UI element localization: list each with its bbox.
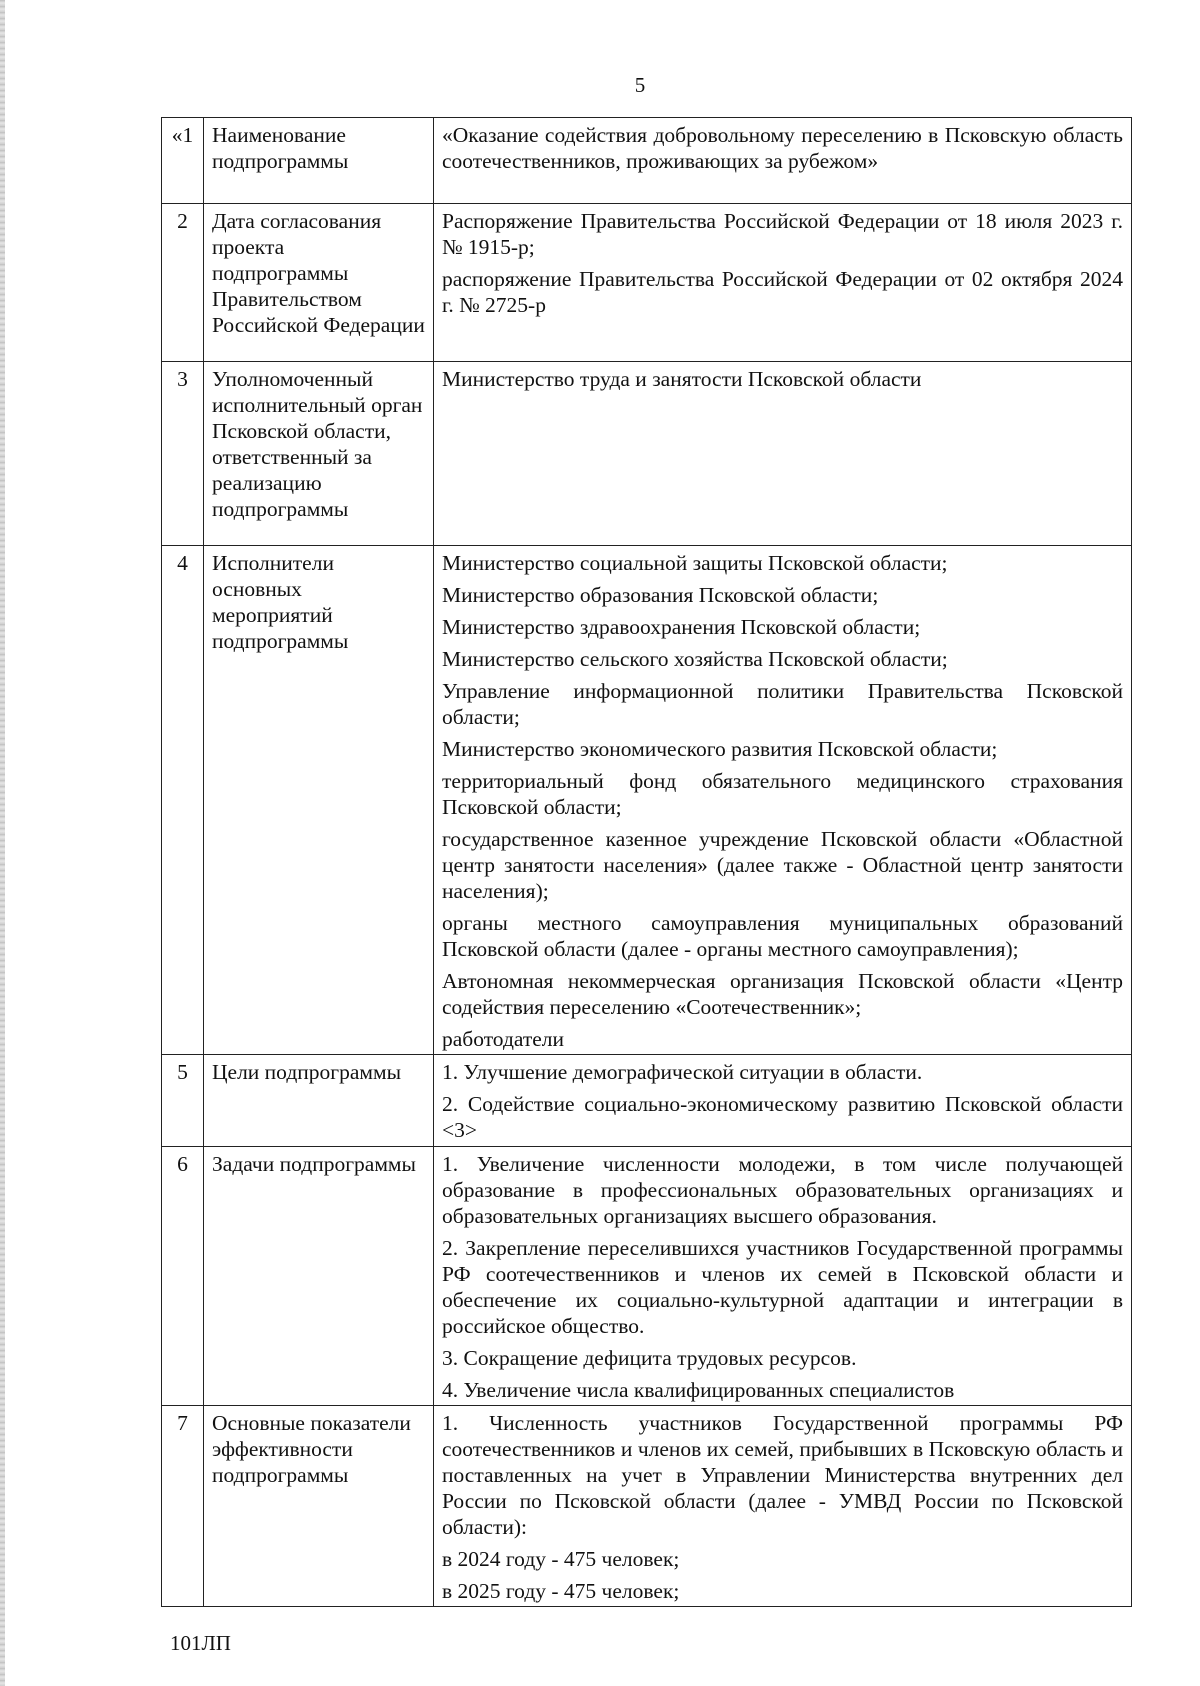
subprogram-passport-table — [161, 117, 1132, 1607]
table-row — [162, 118, 1132, 204]
row-value — [434, 546, 1132, 1055]
scan-edge — [0, 0, 5, 1686]
row-value — [434, 1406, 1132, 1607]
row-name: Исполнители основных мероприятий подпрограммы — [204, 546, 434, 1055]
row-value — [434, 1055, 1132, 1147]
row-number: «1 — [162, 118, 204, 204]
row-name: Дата согласования проекта подпрограммы Правительством Российской Федерации — [204, 204, 434, 362]
value-paragraph: 4. Увеличение числа квалифицированных специалистов — [442, 1378, 955, 1402]
value-paragraph: органы местного самоуправления муниципальных образований Псковской области (далее - органы местного самоуправления); — [442, 911, 1123, 961]
table-row — [162, 1147, 1132, 1406]
row-name: Задачи подпрограммы — [204, 1147, 434, 1406]
value-paragraph: распоряжение Правительства Российской Федерации от 02 октября 2024 г. № 2725-р — [442, 267, 1123, 317]
table-row — [162, 204, 1132, 362]
table-row — [162, 546, 1132, 1055]
row-value — [434, 204, 1132, 362]
value-paragraph: работодатели — [442, 1027, 565, 1051]
row-value — [434, 118, 1132, 204]
value-paragraph: Министерство сельского хозяйства Псковской области; — [442, 647, 948, 671]
row-name: Уполномоченный исполнительный орган Псковской области, ответственный за реализацию подпрограммы — [204, 362, 434, 546]
value-paragraph: 3. Сокращение дефицита трудовых ресурсов. — [442, 1346, 857, 1370]
row-number: 5 — [162, 1055, 204, 1147]
value-paragraph: Министерство труда и занятости Псковской области — [442, 367, 922, 391]
value-paragraph: в 2025 году - 475 человек; — [442, 1579, 680, 1603]
table-row — [162, 362, 1132, 546]
value-paragraph: территориальный фонд обязательного медицинского страхования Псковской области; — [442, 769, 1123, 819]
document-code: 101ЛП — [170, 1631, 231, 1655]
table-row — [162, 1406, 1132, 1607]
page-number: 5 — [634, 73, 646, 97]
row-number: 2 — [162, 204, 204, 362]
value-paragraph: Министерство здравоохранения Псковской области; — [442, 615, 921, 639]
value-paragraph: «Оказание содействия добровольному переселению в Псковскую область соотечественников, проживающих за рубежом» — [442, 123, 1123, 173]
value-paragraph: 1. Увеличение численности молодежи, в том числе получающей образование в профессиональных образовательных организациях и образовательных организациях высшего образования. — [442, 1152, 1123, 1228]
table-row — [162, 1055, 1132, 1147]
row-number: 7 — [162, 1406, 204, 1607]
value-paragraph: Министерство экономического развития Псковской области; — [442, 737, 998, 761]
row-number: 3 — [162, 362, 204, 546]
row-number: 4 — [162, 546, 204, 1055]
row-value — [434, 362, 1132, 546]
value-paragraph: в 2024 году - 475 человек; — [442, 1547, 680, 1571]
row-value — [434, 1147, 1132, 1406]
value-paragraph: Распоряжение Правительства Российской Федерации от 18 июля 2023 г. № 1915-р; — [442, 209, 1123, 259]
row-name: Основные показатели эффективности подпрограммы — [204, 1406, 434, 1607]
value-paragraph: Автономная некоммерческая организация Псковской области «Центр содействия переселению «Соотечественник»; — [442, 969, 1123, 1019]
value-paragraph: 1. Улучшение демографической ситуации в области. — [442, 1060, 923, 1084]
value-paragraph: 2. Содействие социально-экономическому развитию Псковской области <3> — [442, 1092, 1123, 1142]
value-paragraph: Управление информационной политики Правительства Псковской области; — [442, 679, 1123, 729]
row-name: Цели подпрограммы — [204, 1055, 434, 1147]
row-name: Наименование подпрограммы — [204, 118, 434, 204]
value-paragraph: Министерство образования Псковской области; — [442, 583, 879, 607]
value-paragraph: 2. Закрепление переселившихся участников Государственной программы РФ соотечественников и членов их семей в Псковской области и обеспечение их социально-культурной адаптации и интеграции в российское общество. — [442, 1236, 1123, 1338]
value-paragraph: государственное казенное учреждение Псковской области «Областной центр занятости населения» (далее также - Областной центр занятости населения); — [442, 827, 1123, 903]
row-number: 6 — [162, 1147, 204, 1406]
value-paragraph: 1. Численность участников Государственной программы РФ соотечественников и членов их семей, прибывших в Псковскую область и поставленных на учет в Управлении Министерства внутренних дел России по Псковской области (далее - УМВД России по Псковской области): — [442, 1411, 1123, 1539]
value-paragraph: Министерство социальной защиты Псковской области; — [442, 551, 948, 575]
